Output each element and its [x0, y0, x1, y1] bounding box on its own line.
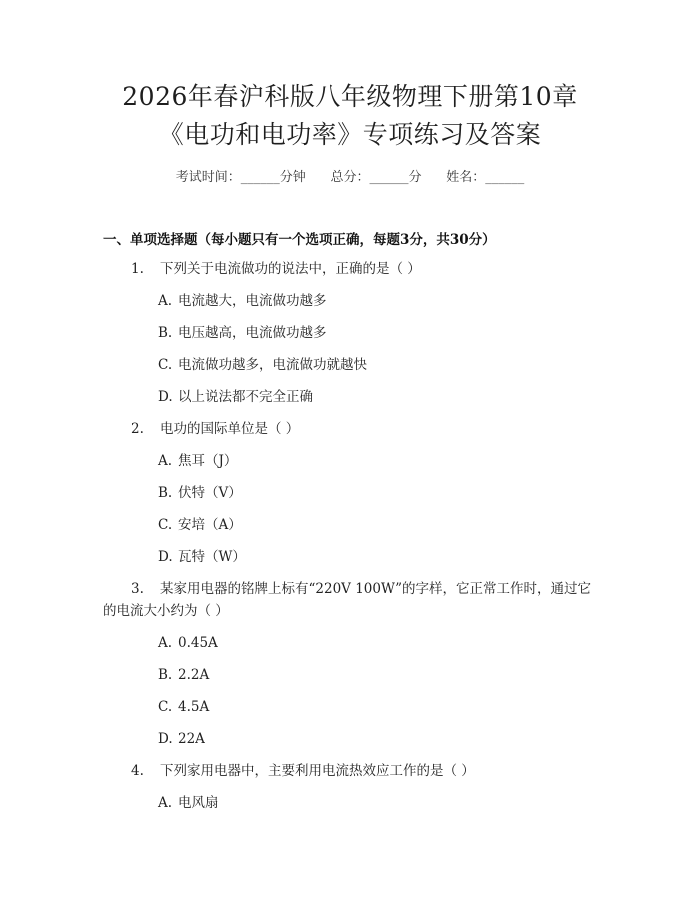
option-3b — [158, 666, 209, 684]
option-text: 瓦特（W） — [178, 549, 246, 565]
option-text: 电流越大，电流做功越多 — [178, 293, 327, 309]
option-letter: B. — [158, 667, 173, 683]
option-letter: D. — [158, 731, 173, 747]
option-text: 伏特（V） — [178, 485, 242, 501]
option-3a — [158, 634, 218, 652]
document-title-line-2: 《电功和电功率》专项练习及答案 — [158, 120, 542, 149]
question-text: 某家用电器的铭牌上标有“220V 100W”的字样，它正常工作时，通过它 — [160, 581, 592, 597]
option-3d — [158, 730, 205, 748]
option-4a — [158, 794, 219, 812]
option-2b — [158, 484, 242, 502]
option-letter: A. — [158, 453, 173, 469]
question-text: 下列关于电流做功的说法中，正确的是（ ） — [160, 261, 421, 277]
option-3c — [158, 698, 209, 716]
option-text: 电压越高，电流做功越多 — [178, 325, 327, 341]
option-2d — [158, 548, 246, 566]
option-letter: C. — [158, 357, 173, 373]
document-title-line-1: 2026年春沪科版八年级物理下册第10章 — [122, 82, 578, 111]
question-number: 2. — [131, 421, 144, 437]
option-1b — [158, 324, 327, 342]
question-2 — [131, 420, 299, 438]
option-text: 电风扇 — [178, 795, 219, 811]
question-text: 下列家用电器中，主要利用电流热效应工作的是（ ） — [160, 763, 475, 779]
option-letter: B. — [158, 485, 173, 501]
option-text: 以上说法都不完全正确 — [178, 389, 313, 405]
question-number: 3. — [131, 581, 144, 597]
option-1d — [158, 388, 313, 406]
option-text: 4.5A — [178, 699, 210, 715]
option-1a — [158, 292, 327, 310]
option-letter: C. — [158, 517, 173, 533]
option-2c — [158, 516, 242, 534]
option-2a — [158, 452, 237, 470]
option-text: 0.45A — [178, 635, 218, 651]
question-3 — [131, 580, 591, 598]
option-letter: C. — [158, 699, 173, 715]
question-number: 1. — [131, 261, 144, 277]
option-letter: A. — [158, 293, 173, 309]
option-text: 电流做功越多，电流做功就越快 — [178, 357, 367, 373]
option-letter: A. — [158, 635, 173, 651]
option-letter: A. — [158, 795, 173, 811]
option-text: 焦耳（J） — [178, 453, 238, 469]
option-1c — [158, 356, 367, 374]
question-1 — [131, 260, 421, 278]
option-letter: B. — [158, 325, 173, 341]
option-letter: D. — [158, 389, 173, 405]
question-text: 电功的国际单位是（ ） — [160, 421, 300, 437]
section-heading-single-choice: 一、单项选择题（每小题只有一个选项正确，每题3分，共30分） — [103, 232, 496, 248]
exam-info-line: 考试时间：______分钟 总分：______分 姓名：______ — [175, 170, 525, 185]
option-text: 2.2A — [178, 667, 210, 683]
question-number: 4. — [131, 763, 144, 779]
option-text: 22A — [178, 731, 205, 747]
option-letter: D. — [158, 549, 173, 565]
question-4 — [131, 762, 475, 780]
option-text: 安培（A） — [178, 517, 242, 533]
question-3-continuation: 的电流大小约为（ ） — [103, 603, 229, 619]
